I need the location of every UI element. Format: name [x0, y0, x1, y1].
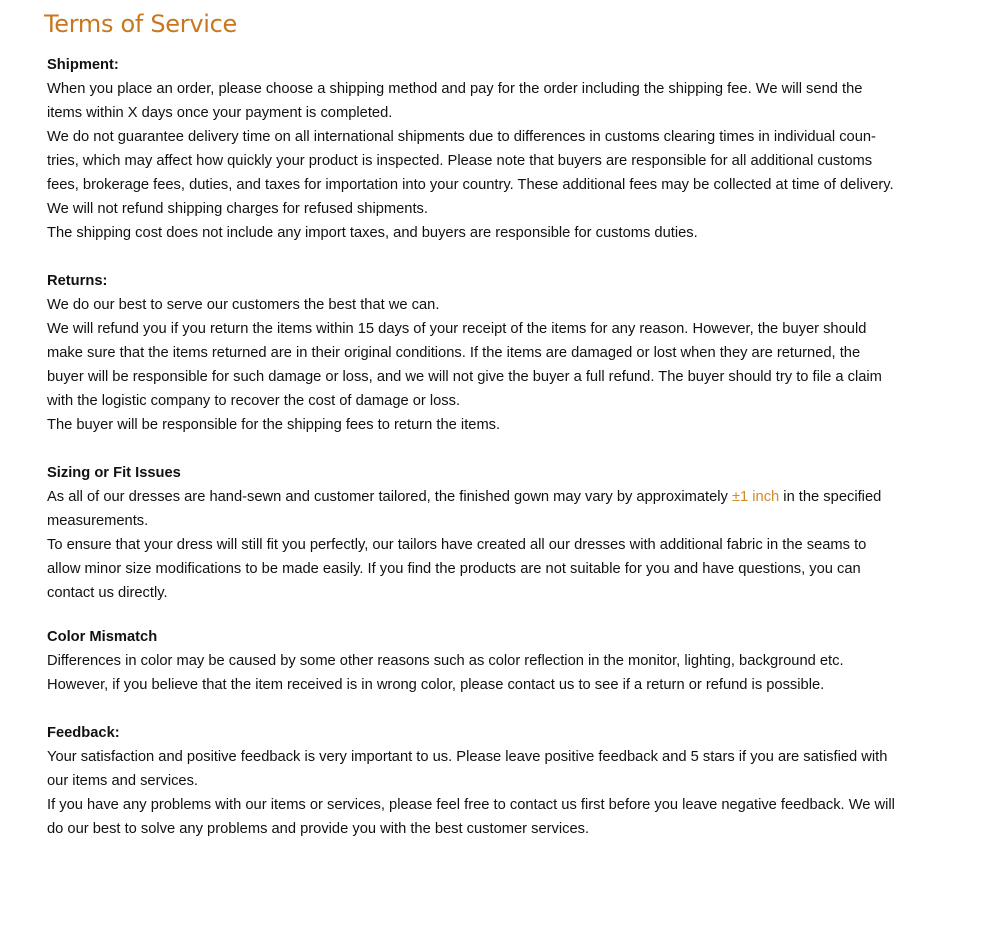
section-returns [47, 269, 995, 437]
tolerance-highlight: ±1 inch [731, 489, 780, 505]
paragraph-line: Differences in color may be caused by some other reasons such as color reflection in the monitor, lighting, background etc. [47, 653, 844, 669]
paragraph-line: make sure that the items returned are in their original conditions. If the items are damaged or lost when they are returned, the [47, 345, 861, 361]
section-color-mismatch [47, 625, 995, 697]
paragraph-line: buyer will be responsible for such damage or loss, and we will not give the buyer a full refund. The buyer should try to file a claim [47, 369, 882, 385]
section-heading-color: Color Mismatch [47, 629, 158, 645]
paragraph-line: If you have any problems with our items or services, please feel free to contact us first before you leave negative feedback. We will [47, 797, 895, 813]
paragraph-line: Your satisfaction and positive feedback is very important to us. Please leave positive feedback and 5 stars if you are satisfied with [47, 749, 888, 765]
paragraph-line: allow minor size modifications to be made easily. If you find the products are not suitable for you and have questions, you can [47, 561, 861, 577]
paragraph-line: with the logistic company to recover the cost of damage or loss. [47, 393, 461, 409]
section-sizing [47, 461, 995, 605]
paragraph-line [47, 485, 995, 509]
page-title: Terms of Service [44, 10, 237, 38]
paragraph-line: To ensure that your dress will still fit you perfectly, our tailors have created all our dresses with additional fabric in the seams to [47, 537, 867, 553]
section-heading-returns: Returns: [47, 273, 108, 289]
paragraph-line: However, if you believe that the item received is in wrong color, please contact us to see if a return or refund is possible. [47, 677, 825, 693]
section-shipment [47, 53, 995, 245]
section-feedback [47, 721, 995, 841]
paragraph-line: We do not guarantee delivery time on all international shipments due to differences in customs clearing times in individual coun- [47, 129, 876, 145]
sizing-text-after: in the specified [779, 489, 882, 505]
paragraph-line: our items and services. [47, 773, 199, 789]
paragraph-line: do our best to solve any problems and provide you with the best customer services. [47, 821, 590, 837]
paragraph-line: The shipping cost does not include any import taxes, and buyers are responsible for customs duties. [47, 225, 698, 241]
paragraph-line: fees, brokerage fees, duties, and taxes for importation into your country. These additional fees may be collected at time of delivery. [47, 177, 894, 193]
section-heading-sizing: Sizing or Fit Issues [47, 465, 181, 481]
paragraph-line: When you place an order, please choose a shipping method and pay for the order including the shipping fee. We will send the [47, 81, 863, 97]
section-heading-shipment: Shipment: [47, 57, 119, 73]
paragraph-line: contact us directly. [47, 585, 168, 601]
paragraph-line: We do our best to serve our customers the best that we can. [47, 297, 440, 313]
sizing-text-before: As all of our dresses are hand-sewn and customer tailored, the finished gown may vary by approximately [47, 489, 732, 505]
paragraph-line: items within X days once your payment is completed. [47, 105, 393, 121]
section-heading-feedback: Feedback: [47, 725, 120, 741]
paragraph-line: We will refund you if you return the items within 15 days of your receipt of the items for any reason. However, the buyer should [47, 321, 867, 337]
paragraph-line: measurements. [47, 513, 149, 529]
paragraph-line: We will not refund shipping charges for refused shipments. [47, 201, 428, 217]
paragraph-line: The buyer will be responsible for the shipping fees to return the items. [47, 417, 501, 433]
paragraph-line: tries, which may affect how quickly your product is inspected. Please note that buyers are responsible for all additional customs [47, 153, 873, 169]
